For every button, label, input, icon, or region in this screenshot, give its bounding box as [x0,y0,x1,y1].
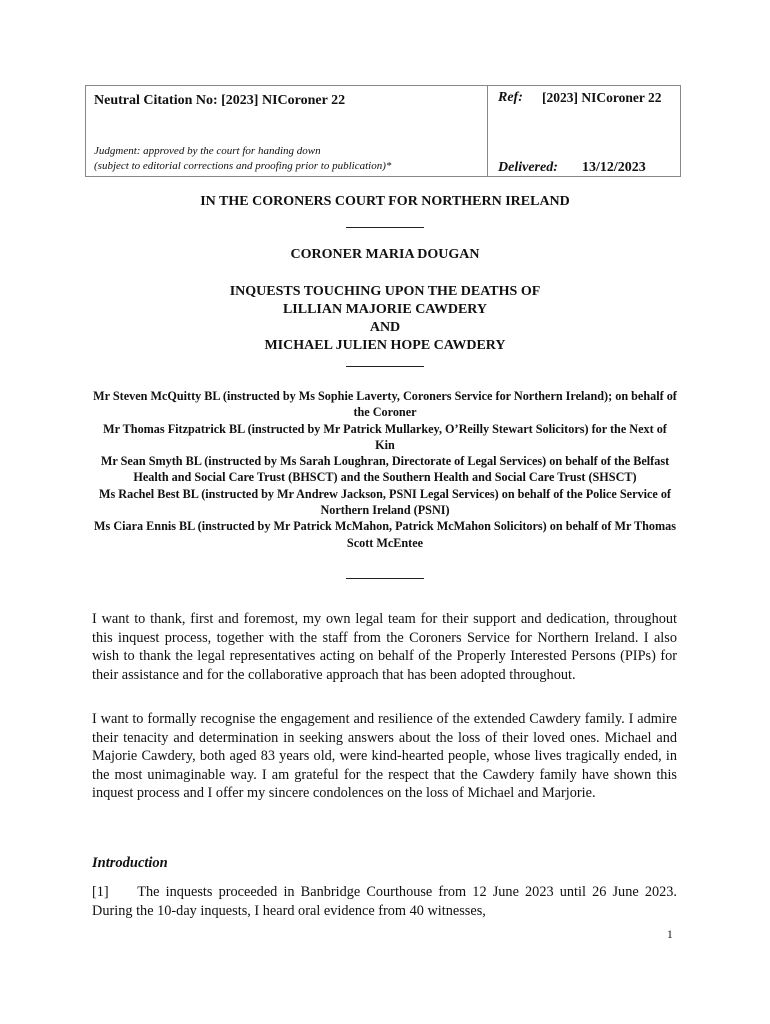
court-title: IN THE CORONERS COURT FOR NORTHERN IRELAND [200,194,570,209]
counsel-list [92,388,678,551]
citation-header-left [86,86,488,176]
counsel-entry: Mr Thomas Fitzpatrick BL (instructed by Mr Patrick Mullarkey, O’Reilly Stewart Solicitors) for the Next of Kin [103,421,667,452]
inquest-title [85,283,685,355]
counsel-entry: Mr Sean Smyth BL (instructed by Ms Sarah Loughran, Directorate of Legal Services) on behalf of the Belfast Health and Social Care Trust (BHSCT) and the Southern Health and Social Care Trust (SHSCT) [100,454,670,485]
inquest-title-line3: AND [369,320,401,335]
divider-2 [346,366,424,367]
judgment-note-line1: Judgment: approved by the court for handing down [94,145,321,157]
counsel-entry: Ms Ciara Ennis BL (instructed by Mr Patrick McMahon, Patrick McMahon Solicitors) on behalf of Mr Thomas Scott McEntee [94,519,676,550]
citation-header-box [85,85,681,177]
ref-label: Ref: [498,90,523,105]
inquest-title-line4: MICHAEL JULIEN HOPE CAWDERY [264,338,506,353]
coroner-name: CORONER MARIA DOUGAN [290,247,480,262]
inquest-title-line2: LILLIAN MAJORIE CAWDERY [282,302,488,317]
delivered-date: 13/12/2023 [582,160,646,175]
delivered-label: Delivered: [498,160,558,175]
counsel-entry: Mr Steven McQuitty BL (instructed by Ms Sophie Laverty, Coroners Service for Northern Ireland); on behalf of the Coroner [93,389,677,420]
inquest-title-line1: INQUESTS TOUCHING UPON THE DEATHS OF [229,284,541,299]
counsel-entry: Ms Rachel Best BL (instructed by Mr Andrew Jackson, PSNI Legal Services) on behalf of the Police Service of Northern Ireland (PSNI) [99,486,671,518]
paragraph-1: [1] The inquests proceeded in Banbridge Courthouse from 12 June 2023 until 26 June 2023. During the 10-day inquests, I heard oral evidence from 40 witnesses, [92,884,677,919]
judgment-note [94,144,391,174]
judgment-note-line2: (subject to editorial corrections and proofing prior to publication)* [94,160,392,172]
family-recognition-paragraph: I want to formally recognise the engagement and resilience of the extended Cawdery family. I admire their tenacity and determination in seeking answers about the loss of their loved ones. Michael and Majorie Cawdery, both aged 83 years old, were kind-hearted people, whose lives tragically ended, in the most unimaginable way. I am grateful for the respect that the Cawdery family have shown this inquest process and I offer my sincere condolences on the loss of Michael and Marjorie. [92,711,677,802]
ref-value: [2023] NICoroner 22 [542,90,662,105]
page-number: 1 [667,929,673,941]
divider-1 [346,227,424,228]
introduction-heading: Introduction [92,855,168,871]
divider-3 [346,578,424,579]
acknowledgement-paragraph: I want to thank, first and foremost, my own legal team for their support and dedication, throughout this inquest process, together with the staff from the Coroners Service for Northern Ireland. I also wish to thank the legal representatives acting on behalf of the Properly Interested Persons (PIPs) for their assistance and for the collaborative approach that has been adopted throughout. [92,611,677,683]
neutral-citation: Neutral Citation No: [2023] NICoroner 22 [94,93,346,108]
